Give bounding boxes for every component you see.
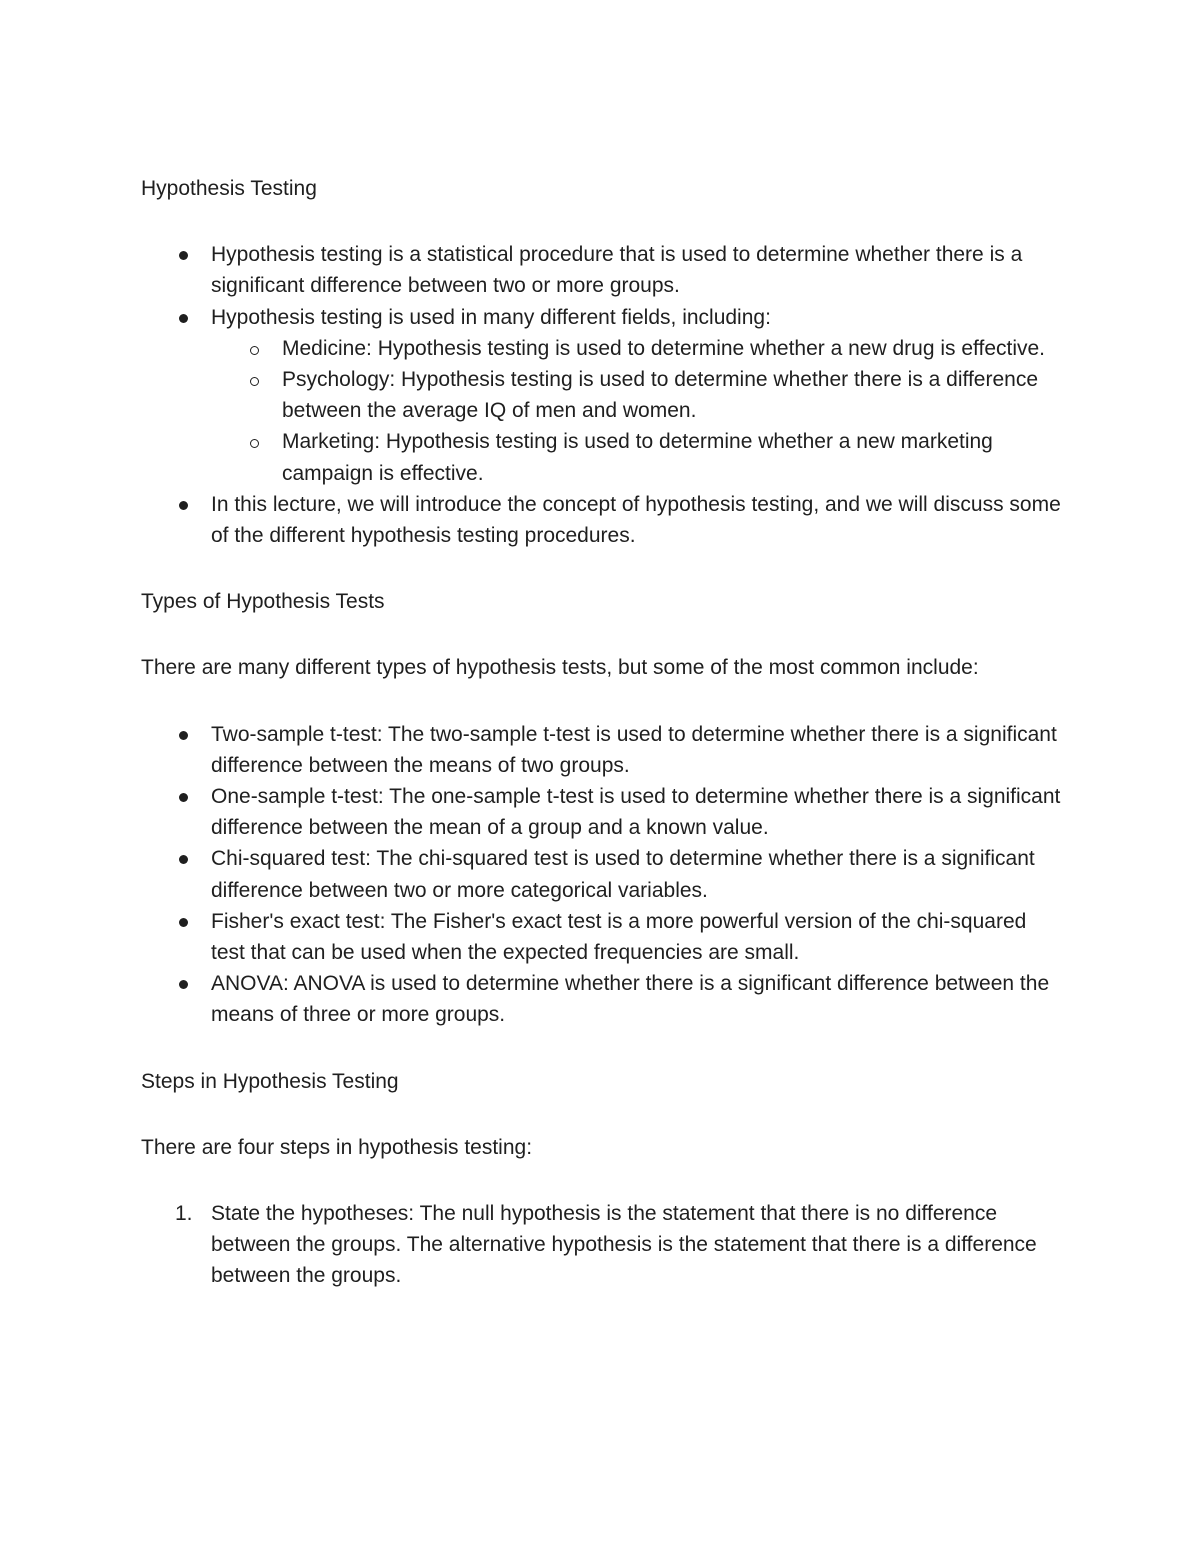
list-item-text: Hypothesis testing is a statistical procedure that is used to determine whether there is a significant difference between two or more groups.: [211, 243, 1023, 298]
list-item-text: ANOVA: ANOVA is used to determine whether there is a significant difference between the means of three or more groups.: [211, 972, 1050, 1027]
numbered-list-steps: [141, 1198, 1061, 1292]
list-item-text: Two-sample t-test: The two-sample t-test is used to determine whether there is a significant difference between the means of two groups.: [211, 722, 1057, 777]
bullet-icon: [179, 251, 188, 260]
list-item: [141, 843, 1061, 905]
bullet-icon: [179, 501, 188, 510]
sub-list-item: [141, 364, 1061, 426]
list-item: [141, 489, 1061, 551]
sub-list-item-text: Medicine: Hypothesis testing is used to determine whether a new drug is effective.: [282, 336, 1046, 360]
section-heading-hypothesis-testing: Hypothesis Testing: [141, 177, 317, 200]
sub-list-item-text: Psychology: Hypothesis testing is used to determine whether there is a difference between the average IQ of men and women.: [282, 368, 1039, 423]
hollow-bullet-icon: [250, 439, 259, 448]
hollow-bullet-icon: [250, 377, 259, 386]
bullet-icon: [179, 855, 188, 864]
list-item: [141, 719, 1061, 781]
bullet-list-intro: [141, 239, 1061, 551]
list-item: [141, 302, 1061, 333]
bullet-icon: [179, 314, 188, 323]
paragraph-steps-intro: There are four steps in hypothesis testing:: [141, 1135, 533, 1159]
document-page: [141, 173, 1061, 1292]
section-heading-steps: Steps in Hypothesis Testing: [141, 1069, 399, 1093]
list-item: [141, 1198, 1061, 1292]
list-item-text: State the hypotheses: The null hypothesis is the statement that there is no difference between the groups. The alternative hypothesis is the statement that there is a difference between the groups.: [211, 1202, 1037, 1288]
list-item-text: One-sample t-test: The one-sample t-test is used to determine whether there is a significant difference between the mean of a group and a known value.: [211, 785, 1061, 840]
list-item: [141, 906, 1061, 968]
paragraph-types-intro: There are many different types of hypothesis tests, but some of the most common include:: [141, 656, 979, 680]
list-item-text: Hypothesis testing is used in many different fields, including:: [211, 305, 771, 329]
sub-list-item: [141, 333, 1061, 364]
list-item-text: In this lecture, we will introduce the concept of hypothesis testing, and we will discuss some of the different hypothesis testing procedures.: [211, 492, 1061, 548]
list-number: 1.: [175, 1202, 193, 1226]
bullet-icon: [179, 793, 188, 802]
bullet-icon: [179, 918, 188, 927]
sub-list-item: [141, 426, 1061, 488]
hollow-bullet-icon: [250, 346, 259, 355]
bullet-list-types: [141, 719, 1061, 1031]
list-item: [141, 968, 1061, 1030]
list-item: [141, 781, 1061, 843]
bullet-icon: [179, 980, 188, 989]
list-item-text: Chi-squared test: The chi-squared test is used to determine whether there is a significant difference between two or more categorical variables.: [211, 847, 1035, 902]
section-heading-types: Types of Hypothesis Tests: [141, 590, 385, 614]
list-item: [141, 239, 1061, 301]
sub-list-item-text: Marketing: Hypothesis testing is used to determine whether a new marketing campaign is effective.: [282, 430, 993, 485]
bullet-icon: [179, 731, 188, 740]
list-item-text: Fisher's exact test: The Fisher's exact test is a more powerful version of the chi-squared test that can be used when the expected frequencies are small.: [211, 909, 1027, 965]
